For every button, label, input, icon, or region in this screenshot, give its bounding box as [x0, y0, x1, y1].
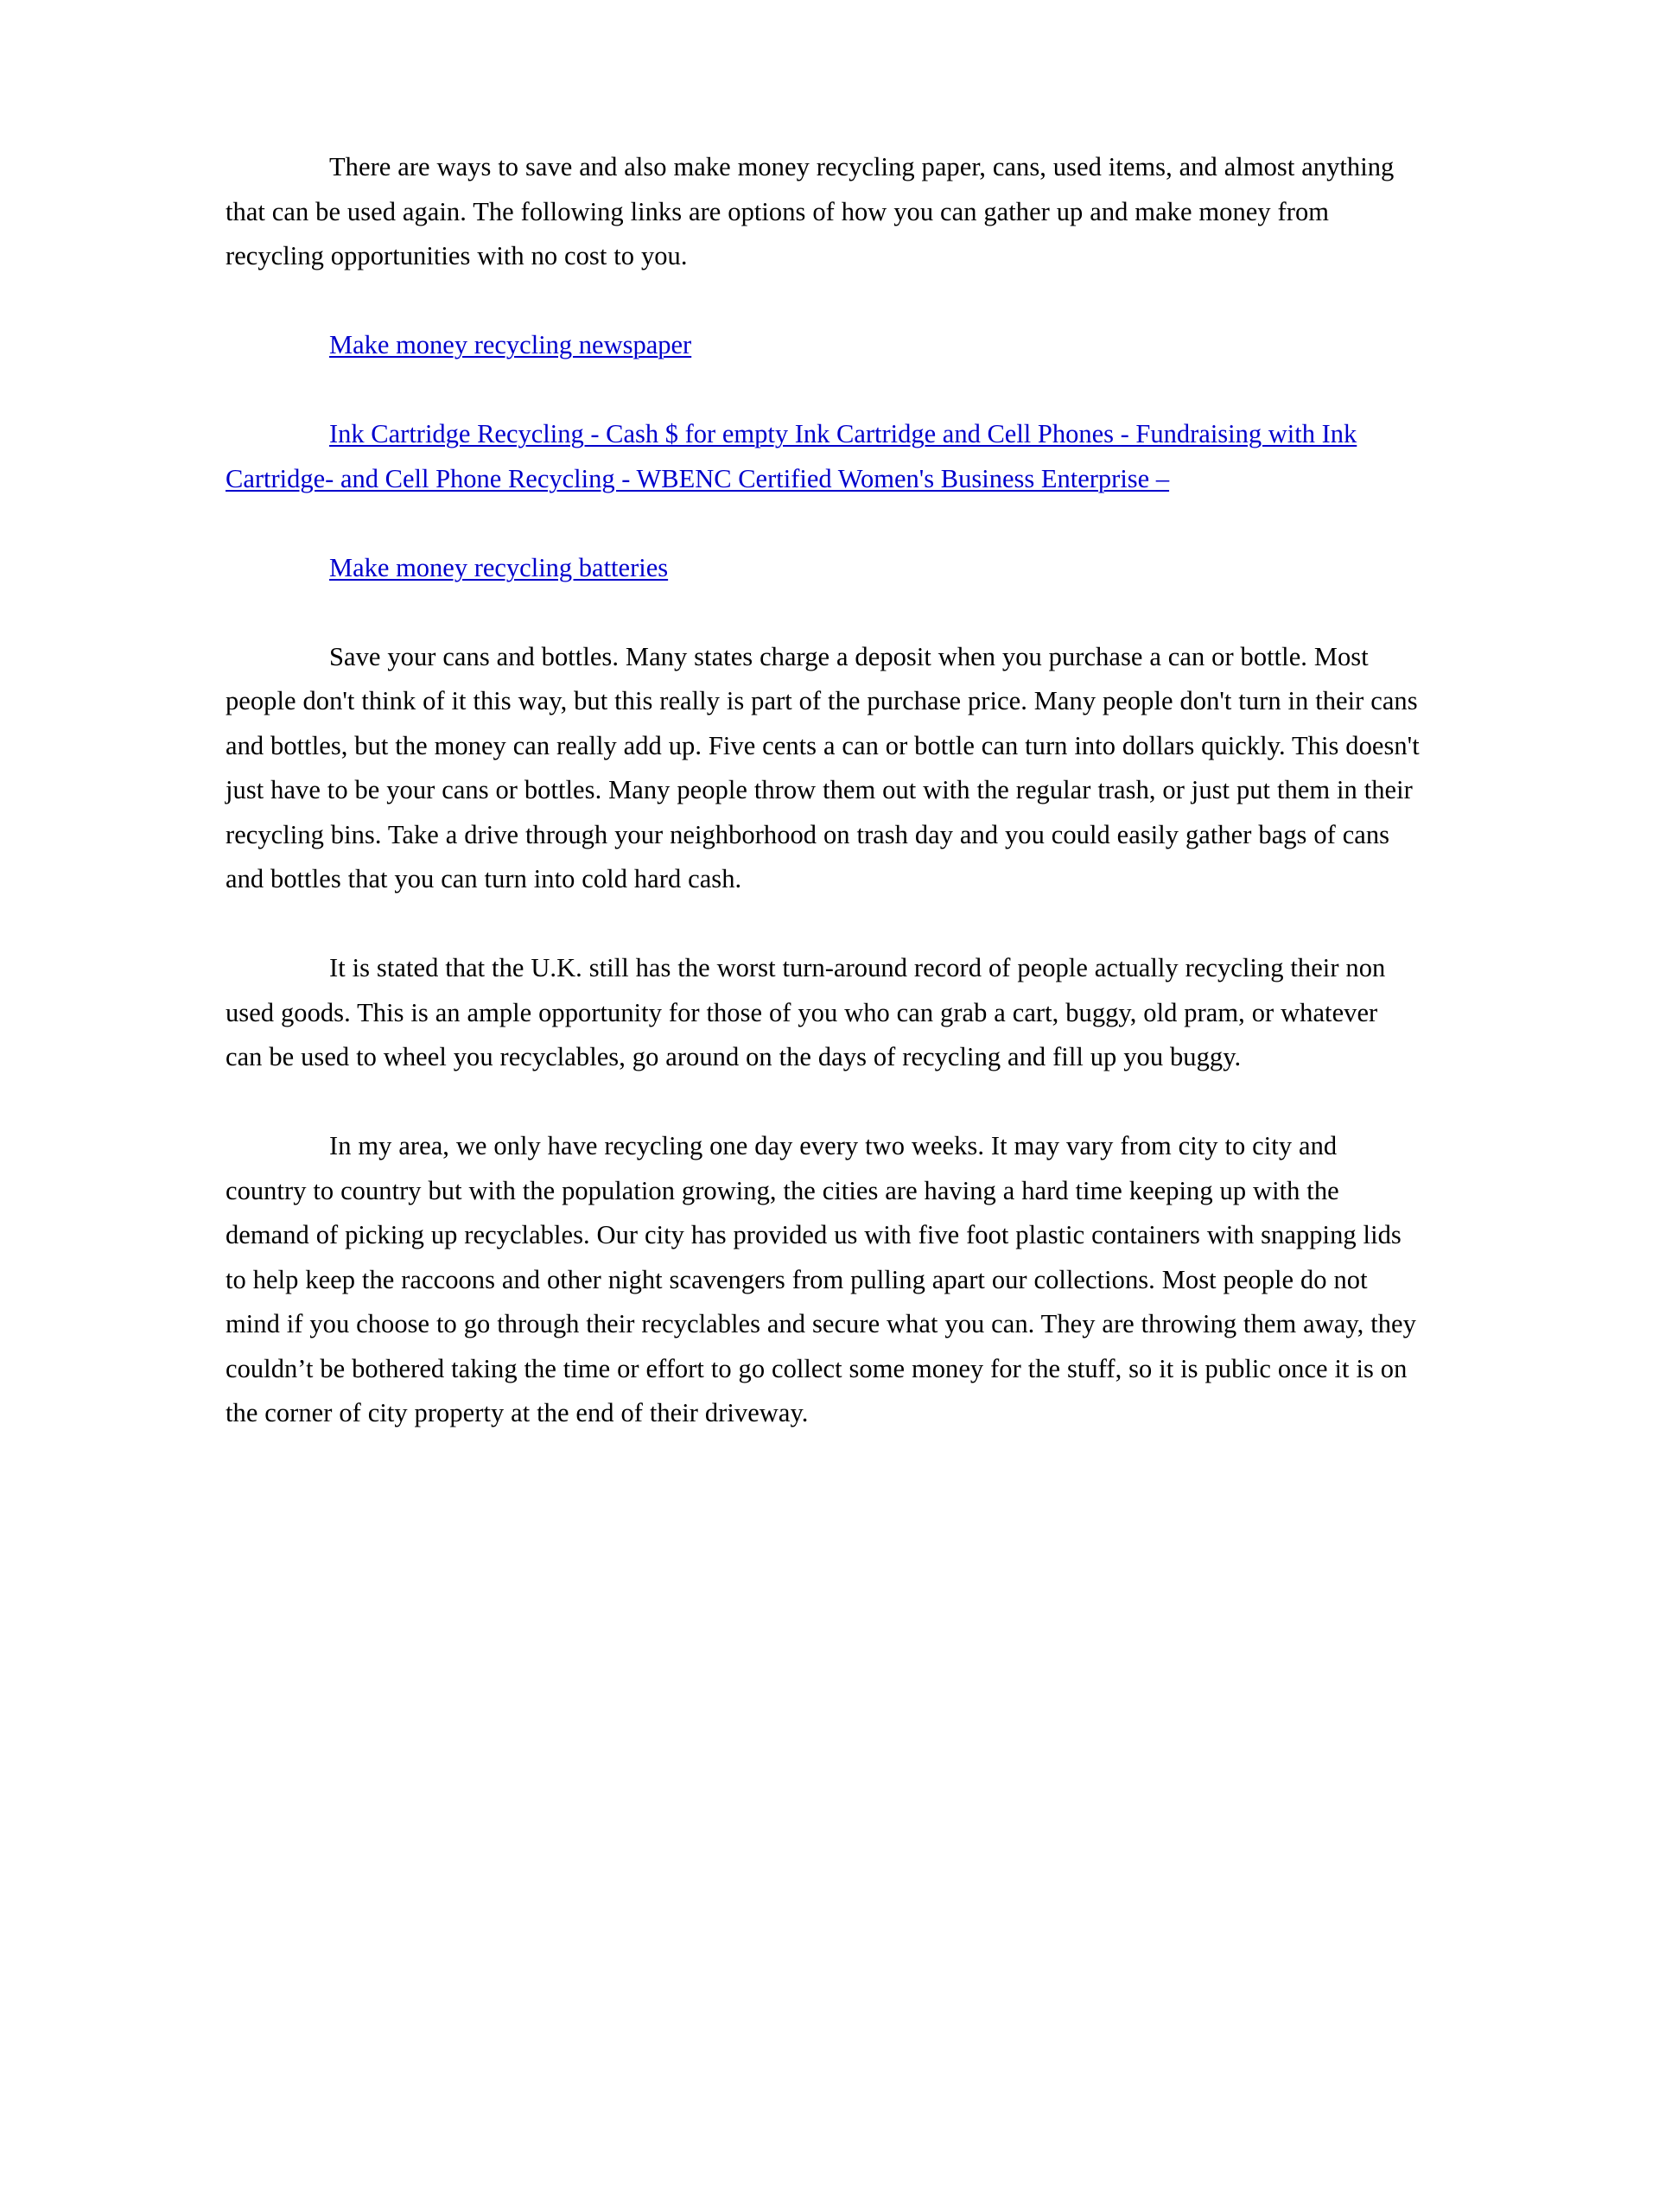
intro-paragraph: There are ways to save and also make money recycling paper, cans, used items, and almost anything that can be used again. The following links are options of how you can gather up and make money from recycling opportunities with no cost to you. [226, 152, 1395, 270]
paragraph-spacer [226, 1080, 1420, 1125]
link-ink-cartridge[interactable]: Ink Cartridge Recycling - Cash $ for empty Ink Cartridge and Cell Phones - Fundraising with Ink Cartridge- and Cell Phone Recycling - WBENC Certified Women's Business Enterprise – [226, 419, 1357, 493]
document-body [226, 145, 1420, 1436]
link-newspaper[interactable]: Make money recycling newspaper [329, 330, 692, 359]
link-ink-cartridge-line [226, 412, 1420, 501]
uk-record-paragraph: It is stated that the U.K. still has the worst turn-around record of people actually recycling their non used goods. This is an ample opportunity for those of you who can grab a cart, buggy, old pram, or whatever can be used to wheel you recyclables, go around on the days of recycling and fill up you buggy. [226, 953, 1386, 1071]
paragraph-spacer [226, 279, 1420, 324]
paragraph-spacer [226, 368, 1420, 413]
link-newspaper-line [226, 323, 1420, 368]
paragraph-spacer [226, 590, 1420, 635]
link-batteries-line [226, 546, 1420, 591]
paragraph-spacer [226, 501, 1420, 546]
cans-and-bottles-paragraph: Save your cans and bottles. Many states charge a deposit when you purchase a can or bottle. Most people don't think of it this way, but this really is part of the purchase price. Many people don't turn in their cans and bottles, but the money can really add up. Five cents a can or bottle can turn into dollars quickly. This doesn't just have to be your cans or bottles. Many people throw them out with the regular trash, or just put them in their recycling bins. Take a drive through your neighborhood on trash day and you could easily gather bags of cans and bottles that you can turn into cold hard cash. [226, 641, 1420, 893]
paragraph-spacer [226, 902, 1420, 947]
link-batteries[interactable]: Make money recycling batteries [329, 552, 669, 582]
local-area-paragraph: In my area, we only have recycling one day every two weeks. It may vary from city to city and country to country but with the population growing, the cities are having a hard time keeping up with the demand of picking up recyclables. Our city has provided us with five foot plastic containers with snapping lids to help keep the raccoons and other night scavengers from pulling apart our collections. Most people do not mind if you choose to go through their recyclables and secure what you can. They are throwing them away, they couldn’t be bothered taking the time or effort to go collect some money for the stuff, so it is public once it is on the corner of city property at the end of their driveway. [226, 1131, 1416, 1427]
